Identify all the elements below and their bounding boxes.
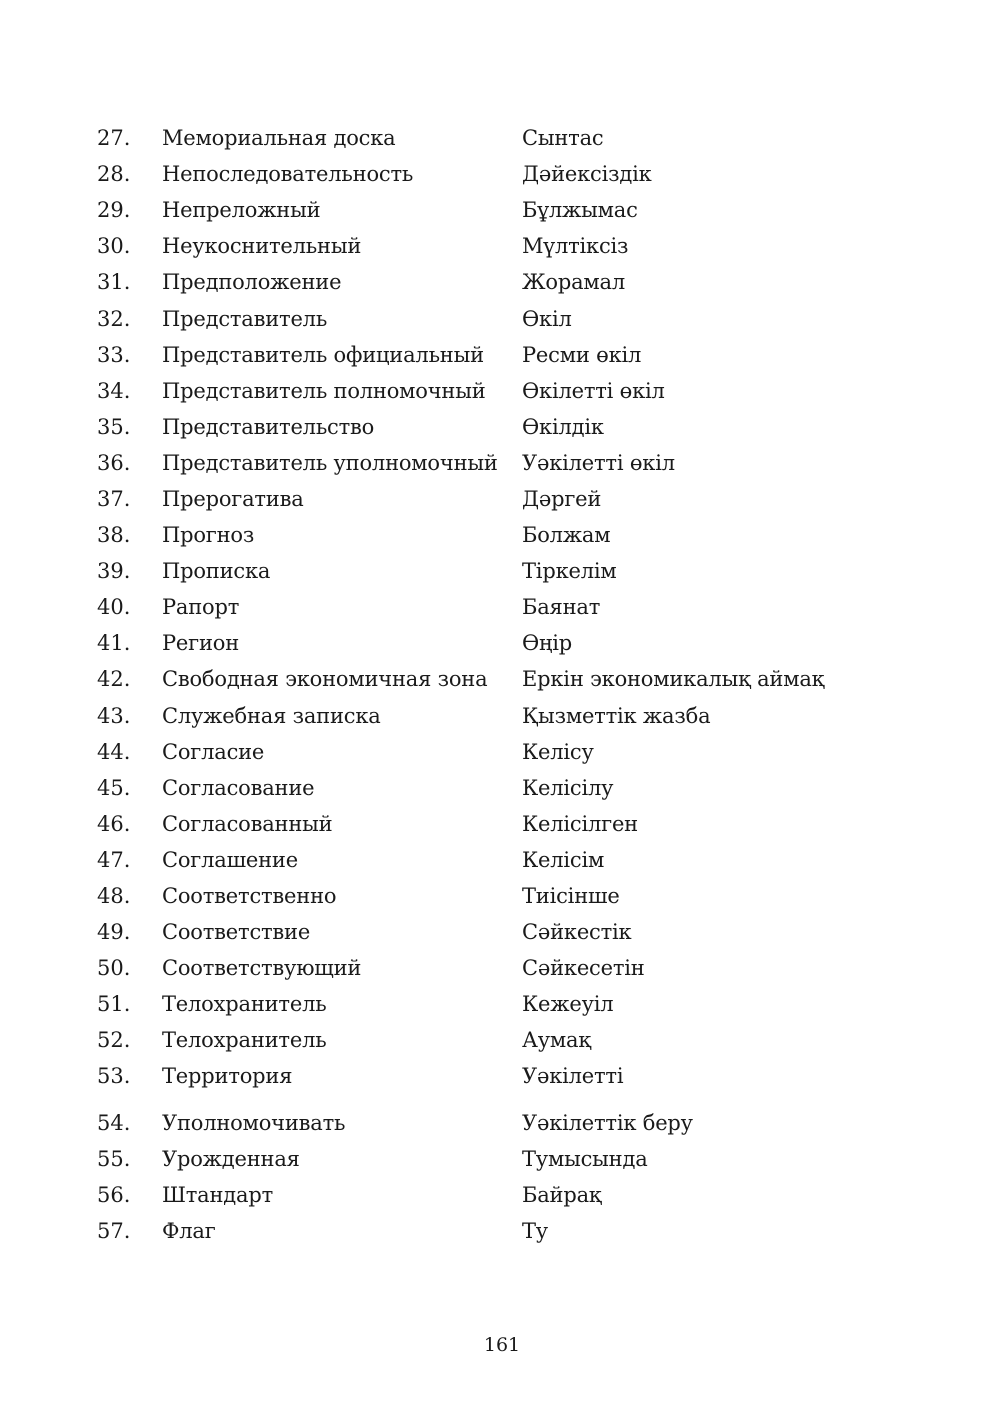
entry-number: 48. bbox=[97, 884, 131, 909]
glossary-entry bbox=[97, 481, 897, 517]
russian-term: Соответствие bbox=[162, 920, 311, 945]
glossary-entry bbox=[97, 156, 897, 192]
kazakh-term: Уәкілетті өкіл bbox=[522, 450, 675, 475]
entry-number: 44. bbox=[97, 739, 131, 764]
entry-number: 42. bbox=[97, 667, 131, 692]
glossary-entry bbox=[97, 770, 897, 806]
entry-number: 30. bbox=[97, 234, 131, 259]
glossary-entry bbox=[97, 1141, 897, 1177]
entry-number: 35. bbox=[97, 414, 131, 439]
russian-term: Флаг bbox=[162, 1218, 216, 1243]
glossary-entry bbox=[97, 337, 897, 373]
kazakh-term: Тиісінше bbox=[522, 884, 620, 909]
entry-number: 56. bbox=[97, 1182, 131, 1207]
glossary-entry bbox=[97, 806, 897, 842]
glossary-entry bbox=[97, 300, 897, 336]
kazakh-term: Келісілу bbox=[522, 775, 614, 800]
entry-number: 52. bbox=[97, 1028, 131, 1053]
russian-term: Представительство bbox=[162, 414, 375, 439]
glossary-entry bbox=[97, 842, 897, 878]
entry-number: 27. bbox=[97, 126, 131, 151]
glossary-entry bbox=[97, 950, 897, 986]
kazakh-term: Өкіл bbox=[522, 306, 572, 331]
russian-term: Свободная экономичная зона bbox=[162, 667, 488, 692]
russian-term: Территория bbox=[162, 1064, 293, 1089]
entry-number: 51. bbox=[97, 992, 131, 1017]
glossary-entry bbox=[97, 409, 897, 445]
kazakh-term: Келісім bbox=[522, 847, 605, 872]
entry-number: 46. bbox=[97, 811, 131, 836]
russian-term: Соглашение bbox=[162, 847, 298, 872]
kazakh-term: Байрақ bbox=[522, 1182, 602, 1207]
kazakh-term: Баянат bbox=[522, 595, 601, 620]
glossary-entry bbox=[97, 1022, 897, 1058]
kazakh-term: Бұлжымас bbox=[522, 198, 638, 223]
entry-number: 31. bbox=[97, 270, 131, 295]
entry-number: 54. bbox=[97, 1110, 131, 1135]
glossary-entry bbox=[97, 120, 897, 156]
kazakh-term: Аумақ bbox=[522, 1028, 591, 1053]
glossary-entry bbox=[97, 1177, 897, 1213]
entry-number: 28. bbox=[97, 162, 131, 187]
kazakh-term: Өкілдік bbox=[522, 414, 604, 439]
russian-term: Предположение bbox=[162, 270, 342, 295]
kazakh-term: Болжам bbox=[522, 523, 611, 548]
kazakh-term: Уәкілеттік беру bbox=[522, 1110, 693, 1135]
russian-term: Непреложный bbox=[162, 198, 321, 223]
glossary-entry bbox=[97, 445, 897, 481]
entry-number: 43. bbox=[97, 703, 131, 728]
kazakh-term: Өкілетті өкіл bbox=[522, 378, 665, 403]
russian-term: Прописка bbox=[162, 559, 271, 584]
russian-term: Соответственно bbox=[162, 884, 337, 909]
russian-term: Прогноз bbox=[162, 523, 255, 548]
kazakh-term: Тіркелім bbox=[522, 559, 617, 584]
glossary-entry bbox=[97, 878, 897, 914]
russian-term: Представитель полномочный bbox=[162, 378, 486, 403]
entry-number: 36. bbox=[97, 450, 131, 475]
glossary-entry bbox=[97, 517, 897, 553]
glossary-entry bbox=[97, 914, 897, 950]
entry-number: 47. bbox=[97, 847, 131, 872]
glossary-entry bbox=[97, 734, 897, 770]
glossary-entry bbox=[97, 1058, 897, 1094]
glossary-entry bbox=[97, 373, 897, 409]
russian-term: Неукоснительный bbox=[162, 234, 362, 259]
kazakh-term: Тумысында bbox=[522, 1146, 648, 1171]
russian-term: Согласование bbox=[162, 775, 315, 800]
russian-term: Представитель уполномочный bbox=[162, 450, 498, 475]
kazakh-term: Өңір bbox=[522, 631, 573, 656]
entry-number: 50. bbox=[97, 956, 131, 981]
kazakh-term: Ту bbox=[522, 1218, 548, 1243]
entry-number: 41. bbox=[97, 631, 131, 656]
glossary-entry bbox=[97, 625, 897, 661]
kazakh-term: Жорамал bbox=[522, 270, 625, 295]
russian-term: Служебная записка bbox=[162, 703, 381, 728]
glossary-entry bbox=[97, 698, 897, 734]
kazakh-term: Еркін экономикалық аймақ bbox=[522, 667, 825, 692]
russian-term: Представитель официальный bbox=[162, 342, 484, 367]
kazakh-term: Сәйкесетін bbox=[522, 956, 645, 981]
russian-term: Рапорт bbox=[162, 595, 240, 620]
russian-term: Непоследовательность bbox=[162, 162, 414, 187]
kazakh-term: Кежеуіл bbox=[522, 992, 614, 1017]
entry-number: 45. bbox=[97, 775, 131, 800]
kazakh-term: Сынтас bbox=[522, 126, 604, 151]
russian-term: Телохранитель bbox=[162, 1028, 327, 1053]
kazakh-term: Ресми өкіл bbox=[522, 342, 642, 367]
russian-term: Уполномочивать bbox=[162, 1110, 346, 1135]
entry-number: 55. bbox=[97, 1146, 131, 1171]
glossary-entry bbox=[97, 986, 897, 1022]
entry-number: 57. bbox=[97, 1218, 131, 1243]
glossary-entry bbox=[97, 589, 897, 625]
entry-number: 40. bbox=[97, 595, 131, 620]
entry-number: 53. bbox=[97, 1064, 131, 1089]
kazakh-term: Дәргей bbox=[522, 486, 602, 511]
glossary-entry bbox=[97, 1213, 897, 1249]
entry-number: 49. bbox=[97, 920, 131, 945]
glossary-entry bbox=[97, 661, 897, 697]
russian-term: Урожденная bbox=[162, 1146, 300, 1171]
russian-term: Штандарт bbox=[162, 1182, 274, 1207]
russian-term: Регион bbox=[162, 631, 239, 656]
entry-number: 37. bbox=[97, 486, 131, 511]
russian-term: Прерогатива bbox=[162, 486, 304, 511]
glossary-list bbox=[97, 120, 897, 1249]
russian-term: Соответствующий bbox=[162, 956, 362, 981]
entry-number: 38. bbox=[97, 523, 131, 548]
entry-number: 32. bbox=[97, 306, 131, 331]
kazakh-term: Сәйкестік bbox=[522, 920, 632, 945]
kazakh-term: Келісу bbox=[522, 739, 594, 764]
russian-term: Мемориальная доска bbox=[162, 126, 396, 151]
kazakh-term: Уәкілетті bbox=[522, 1064, 624, 1089]
russian-term: Согласованный bbox=[162, 811, 333, 836]
glossary-entry bbox=[97, 228, 897, 264]
entry-number: 39. bbox=[97, 559, 131, 584]
entry-number: 33. bbox=[97, 342, 131, 367]
entry-number: 34. bbox=[97, 378, 131, 403]
kazakh-term: Дәйексіздік bbox=[522, 162, 652, 187]
kazakh-term: Келісілген bbox=[522, 811, 638, 836]
glossary-entry bbox=[97, 553, 897, 589]
russian-term: Телохранитель bbox=[162, 992, 327, 1017]
entry-number: 29. bbox=[97, 198, 131, 223]
russian-term: Представитель bbox=[162, 306, 328, 331]
kazakh-term: Қызметтік жазба bbox=[522, 703, 711, 728]
glossary-entry bbox=[97, 264, 897, 300]
kazakh-term: Мүлтіксіз bbox=[522, 234, 629, 259]
glossary-entry bbox=[97, 192, 897, 228]
glossary-entry bbox=[97, 1105, 897, 1141]
russian-term: Согласие bbox=[162, 739, 265, 764]
page-number: 161 bbox=[483, 1334, 521, 1356]
